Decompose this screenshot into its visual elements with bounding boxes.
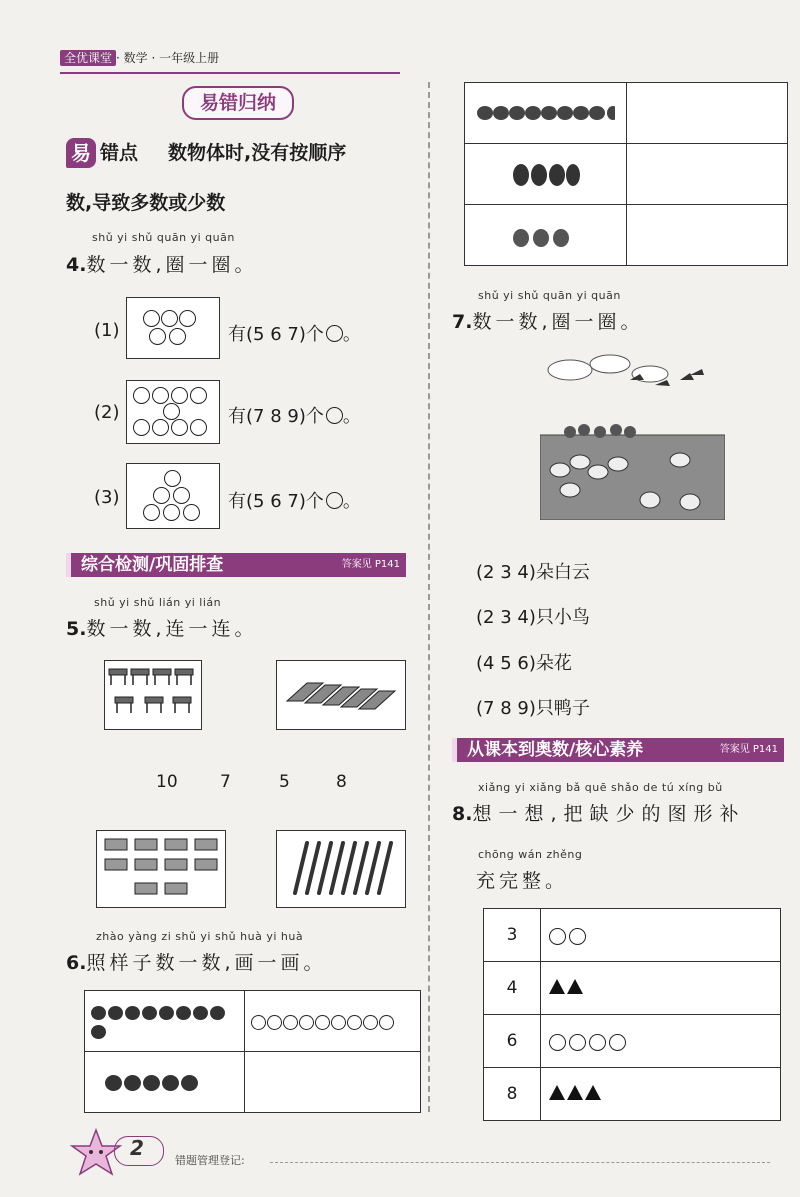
circle-icon xyxy=(133,387,150,404)
q5-number-1: 10 xyxy=(156,772,178,792)
q4-item-2-box xyxy=(126,380,220,444)
circle-icon xyxy=(143,504,160,521)
q8-row-1-shapes xyxy=(541,909,781,962)
circle-icon xyxy=(161,310,178,327)
apple-icon xyxy=(142,1006,157,1020)
apple-icon xyxy=(105,1075,122,1091)
circle-icon xyxy=(363,1015,378,1030)
circle-icon xyxy=(169,328,186,345)
circle-icon xyxy=(149,328,166,345)
section-bar-olympiad xyxy=(452,738,784,762)
circle-icon xyxy=(153,487,170,504)
circle-icon xyxy=(609,1034,626,1051)
q8-row-3-number: 6 xyxy=(484,1015,541,1068)
q4-item-1-label: (1) xyxy=(94,320,120,341)
q4-pinyin: shǔ yi shǔ quān yi quān xyxy=(92,231,235,244)
q8-row-2-number: 4 xyxy=(484,962,541,1015)
q6-question xyxy=(66,948,327,975)
q6-answer-cell xyxy=(245,1052,421,1113)
circle-icon xyxy=(569,1034,586,1051)
q7-option-4: (7 8 9)只鸭子 xyxy=(476,698,590,719)
circle-icon xyxy=(171,419,188,436)
mistake-text: 数物体时,没有按顺序 xyxy=(168,142,347,164)
q5-number-3: 5 xyxy=(279,772,290,792)
pond-scene-icon xyxy=(540,350,725,520)
circle-icon xyxy=(589,1034,606,1051)
series-tag: 全优课堂 xyxy=(60,50,116,66)
circle-icon xyxy=(183,504,200,521)
q8-number: 8. xyxy=(452,803,473,825)
circle-icon xyxy=(569,928,586,945)
page-header xyxy=(60,50,219,66)
apple-icon xyxy=(91,1025,106,1039)
circle-icon xyxy=(549,928,566,945)
apple-icon xyxy=(124,1075,141,1091)
apple-icon xyxy=(181,1075,198,1091)
circle-icon xyxy=(267,1015,282,1030)
q8-row-3-shapes xyxy=(541,1015,781,1068)
circle-icon xyxy=(326,407,343,424)
circle-icon xyxy=(171,387,188,404)
q4-item-1-box xyxy=(126,297,220,359)
apple-icon xyxy=(159,1006,174,1020)
q7-question xyxy=(452,307,644,334)
money-bundle-icon xyxy=(97,831,225,907)
circle-icon xyxy=(143,310,160,327)
desks-picture xyxy=(104,660,202,730)
circle-icon xyxy=(179,310,196,327)
circle-icon xyxy=(152,419,169,436)
desk-icon xyxy=(105,661,201,729)
circle-icon xyxy=(163,403,180,420)
q8-text: 想一想,把缺少的图形补 xyxy=(472,803,746,825)
circle-icon xyxy=(331,1015,346,1030)
counting-row-2-picture xyxy=(465,144,627,205)
q4-question xyxy=(66,250,258,277)
q6-pinyin: zhào yàng zi shǔ yi shǔ huà yi huà xyxy=(96,930,304,943)
apple-icon xyxy=(91,1006,106,1020)
q4-item-2-options-text: 有(7 8 9)个 xyxy=(228,406,324,427)
q6-apples-top xyxy=(85,991,245,1052)
q8-text-line2: 充完整。 xyxy=(476,870,569,892)
triangle-icon xyxy=(567,1085,583,1100)
pencils-picture xyxy=(276,830,406,908)
triangle-icon xyxy=(585,1085,601,1100)
circle-icon xyxy=(549,1034,566,1051)
circle-icon xyxy=(326,325,343,342)
q7-pinyin: shǔ yi shǔ quān yi quān xyxy=(478,289,621,302)
mistake-text-line2: 数,导致多数或少数 xyxy=(66,192,226,214)
q8-pinyin-line2: chōng wán zhěng xyxy=(478,848,583,861)
apple-icon xyxy=(108,1006,123,1020)
q6-rings-top xyxy=(245,991,421,1052)
circle-icon xyxy=(133,419,150,436)
section-bar-olympiad-title: 从课本到奥数/核心素养 xyxy=(467,740,644,760)
q6-text: 照样子数一数,画一画。 xyxy=(86,952,327,974)
apple-icon xyxy=(210,1006,225,1020)
q4-number: 4. xyxy=(66,254,87,276)
circle-icon xyxy=(163,504,180,521)
circle-icon xyxy=(326,492,343,509)
circle-icon xyxy=(152,387,169,404)
section-bar-review xyxy=(66,553,406,577)
q6-table xyxy=(84,990,421,1113)
q4-item-2-options: 有(7 8 9)个 。 xyxy=(228,406,361,427)
triangle-icon xyxy=(549,1085,565,1100)
calculators-picture xyxy=(276,660,406,730)
triangle-icon xyxy=(549,979,565,994)
q8-row-2-shapes xyxy=(541,962,781,1015)
triangle-icon xyxy=(567,979,583,994)
section-title: 易错归纳 xyxy=(182,86,294,120)
pencil-icon xyxy=(277,831,405,907)
circle-icon xyxy=(299,1015,314,1030)
mistake-label: 错点 xyxy=(100,142,139,164)
q5-number-2: 7 xyxy=(220,772,231,792)
apple-icon xyxy=(193,1006,208,1020)
counting-table xyxy=(464,82,788,266)
section-bar-review-title: 综合检测/巩固排查 xyxy=(81,555,224,575)
circle-icon xyxy=(251,1015,266,1030)
circle-icon xyxy=(190,387,207,404)
pineapple-icon xyxy=(511,157,581,187)
answer-ref: 答案见 P141 xyxy=(341,559,400,570)
apple-icon xyxy=(162,1075,179,1091)
q8-table xyxy=(483,908,781,1121)
circle-icon xyxy=(164,470,181,487)
q5-number-4: 8 xyxy=(336,772,347,792)
q5-pinyin: shǔ yi shǔ lián yi lián xyxy=(94,596,222,609)
q7-option-3: (4 5 6)朵花 xyxy=(476,653,572,674)
mistake-heading xyxy=(100,138,346,168)
q8-pinyin: xiǎng yi xiǎng bǎ quē shǎo de tú xíng bǔ xyxy=(478,781,723,794)
counting-row-1-picture xyxy=(465,83,627,144)
q8-row-4-number: 8 xyxy=(484,1068,541,1121)
leaf-icon xyxy=(475,101,615,121)
calculator-icon xyxy=(277,661,405,729)
q4-item-3-options-text: 有(5 6 7)个 xyxy=(228,491,324,512)
footer-label: 错题管理登记: xyxy=(175,1154,245,1167)
q5-question xyxy=(66,614,258,641)
q6-number: 6. xyxy=(66,952,87,974)
circle-icon xyxy=(379,1015,394,1030)
circle-icon xyxy=(190,419,207,436)
q4-item-3-label: (3) xyxy=(94,487,120,508)
circle-icon xyxy=(315,1015,330,1030)
q7-number: 7. xyxy=(452,311,473,333)
answer-ref: 答案见 P141 xyxy=(719,744,778,755)
q4-item-2-label: (2) xyxy=(94,402,120,423)
q6-apples-bottom xyxy=(85,1052,245,1113)
money-picture xyxy=(96,830,226,908)
q4-item-3-box xyxy=(126,463,220,529)
q7-text: 数一数,圈一圈。 xyxy=(472,311,644,333)
q5-number: 5. xyxy=(66,618,87,640)
q5-text: 数一数,连一连。 xyxy=(86,618,258,640)
circle-icon xyxy=(347,1015,362,1030)
counting-row-3-picture xyxy=(465,205,627,266)
counting-row-2-answer xyxy=(627,144,788,205)
apple-icon xyxy=(176,1006,191,1020)
circle-icon xyxy=(283,1015,298,1030)
counting-row-1-answer xyxy=(627,83,788,144)
circle-icon xyxy=(173,487,190,504)
q4-text: 数一数,圈一圈。 xyxy=(86,254,258,276)
pear-icon xyxy=(511,218,571,248)
q7-option-2: (2 3 4)只小鸟 xyxy=(476,607,590,628)
q4-item-3-options: 有(5 6 7)个 。 xyxy=(228,491,361,512)
q8-row-4-shapes xyxy=(541,1068,781,1121)
mistake-badge: 易 xyxy=(66,138,96,168)
apple-icon xyxy=(125,1006,140,1020)
header-rule xyxy=(60,72,400,74)
pond-scene-picture xyxy=(540,350,725,520)
column-divider xyxy=(428,82,430,1112)
apple-icon xyxy=(143,1075,160,1091)
page-number: 2 xyxy=(130,1136,144,1160)
q8-question xyxy=(452,799,746,826)
counting-row-3-answer xyxy=(627,205,788,266)
footer-rule xyxy=(270,1162,770,1163)
q8-row-1-number: 3 xyxy=(484,909,541,962)
q4-item-1-options: 有(5 6 7)个 。 xyxy=(228,324,361,345)
book-subtitle: · 数学 · 一年级上册 xyxy=(116,51,220,65)
q4-item-1-options-text: 有(5 6 7)个 xyxy=(228,324,324,345)
q7-option-1: (2 3 4)朵白云 xyxy=(476,562,590,583)
